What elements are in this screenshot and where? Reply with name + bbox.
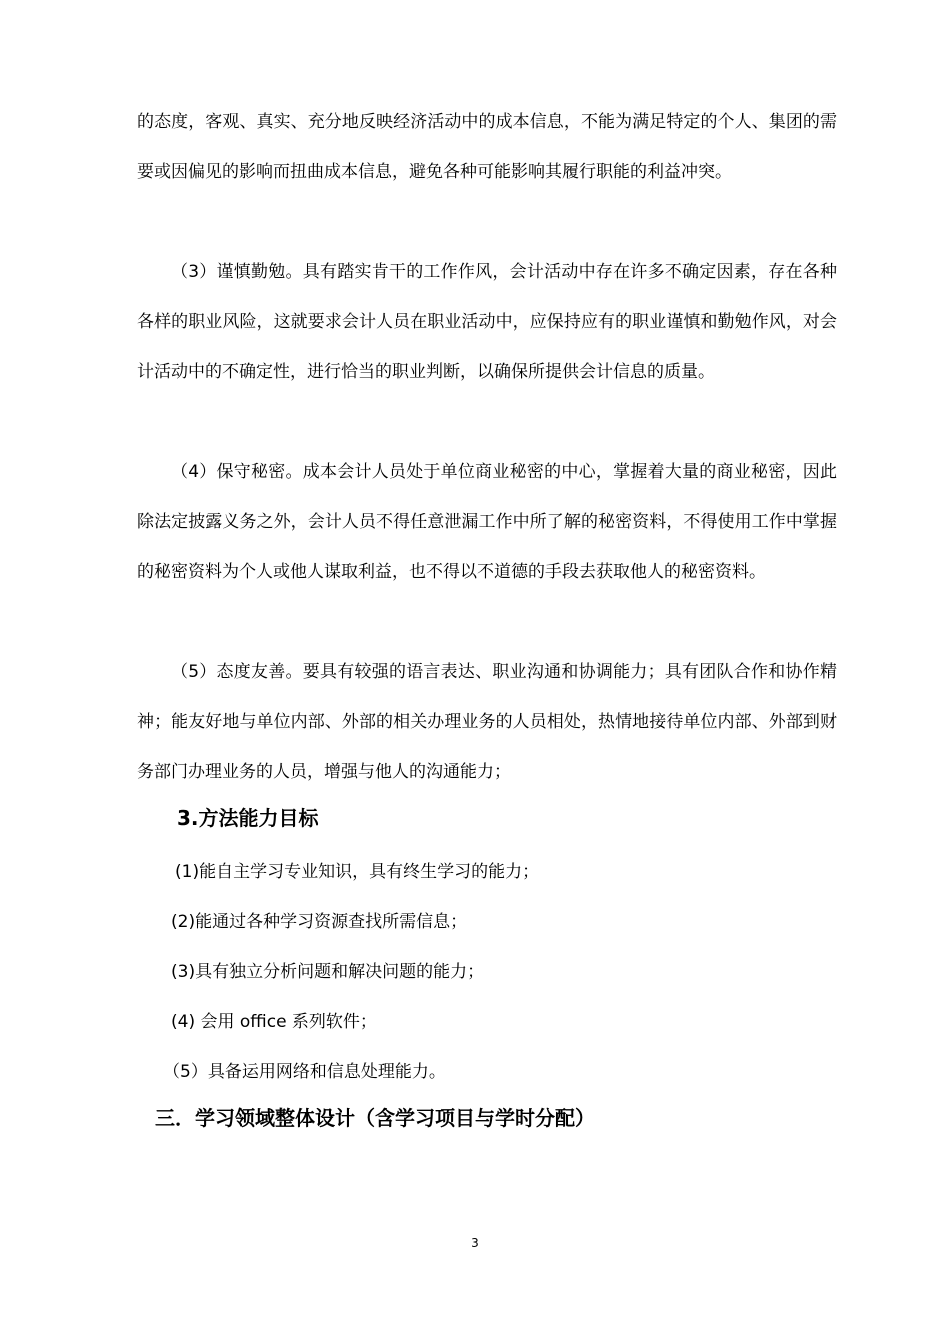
list-item: (3)具有独立分析问题和解决问题的能力； (171, 962, 485, 982)
paragraph-diligence: （3）谨慎勤勉。具有踏实肯干的工作作风，会计活动中存在许多不确定因素，存在各种各样的职业风险，这就要求会计人员在职业活动中，应保持应有的职业谨慎和勤勉作风，对会计活动中的不确定性，进行恰当的职业判断，以确保所提供会计信息的质量。 (137, 262, 837, 382)
chapter-heading: 三．学习领域整体设计（含学习项目与学时分配） (155, 1106, 595, 1130)
page-number: 3 (471, 1236, 479, 1250)
list-item: (1)能自主学习专业知识，具有终生学习的能力； (175, 862, 540, 882)
list-item: （5）具备运用网络和信息处理能力。 (163, 1062, 446, 1082)
list-item: (4) 会用 office 系列软件； (171, 1012, 377, 1032)
paragraph-objectivity: 的态度，客观、真实、充分地反映经济活动中的成本信息，不能为满足特定的个人、集团的需要或因偏见的影响而扭曲成本信息，避免各种可能影响其履行职能的利益冲突。 (137, 112, 837, 182)
section-heading-method-ability: 3.方法能力目标 (177, 806, 319, 830)
paragraph-friendliness: （5）态度友善。要具有较强的语言表达、职业沟通和协调能力；具有团队合作和协作精神；能友好地与单位内部、外部的相关办理业务的人员相处，热情地接待单位内部、外部到财务部门办理业务的人员，增强与他人的沟通能力； (137, 662, 837, 782)
paragraph-confidentiality: （4）保守秘密。成本会计人员处于单位商业秘密的中心，掌握着大量的商业秘密，因此除法定披露义务之外，会计人员不得任意泄漏工作中所了解的秘密资料，不得使用工作中掌握的秘密资料为个人或他人谋取利益，也不得以不道德的手段去获取他人的秘密资料。 (137, 462, 837, 582)
list-item: (2)能通过各种学习资源查找所需信息； (171, 912, 468, 932)
